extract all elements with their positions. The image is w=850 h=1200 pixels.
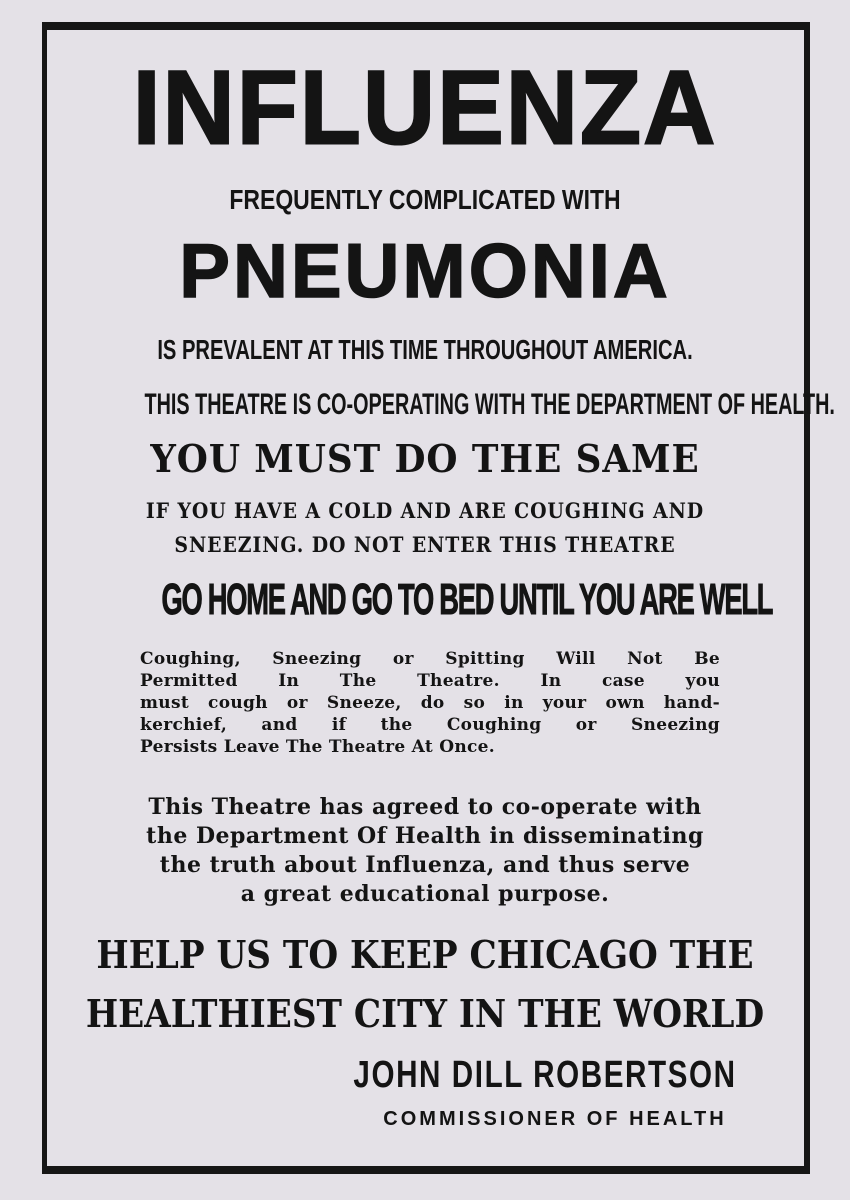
signatory-name: JOHN DILL ROBERTSON xyxy=(353,1054,737,1096)
go-home-heading: GO HOME AND GO TO BED UNTIL YOU ARE WELL xyxy=(161,575,773,624)
prevalence-statement: IS PREVALENT AT THIS TIME THROUGHOUT AMERICA. xyxy=(157,334,693,365)
education-paragraph xyxy=(60,793,790,909)
rules-line: Permitted In The Theatre. In case you xyxy=(140,671,720,691)
headline-influenza: INFLUENZA xyxy=(132,49,718,167)
rules-line: Persists Leave The Theatre At Once. xyxy=(140,737,495,757)
closing-appeal-line-2: HEALTHIEST CITY IN THE WORLD xyxy=(85,991,765,1036)
headline-pneumonia: PNEUMONIA xyxy=(179,229,671,314)
cold-warning-line-2: SNEEZING. DO NOT ENTER THIS THEATRE xyxy=(174,532,676,557)
must-do-the-same-heading: YOU MUST DO THE SAME xyxy=(150,436,700,481)
rules-line: must cough or Sneeze, do so in your own hand- xyxy=(140,693,720,713)
education-line: a great educational purpose. xyxy=(240,881,610,907)
education-line: the Department Of Health in disseminating xyxy=(146,823,704,849)
education-line: This Theatre has agreed to co-operate with xyxy=(148,794,702,820)
signatory-title: COMMISSIONER OF HEALTH xyxy=(383,1108,727,1130)
closing-appeal-line-1: HELP US TO KEEP CHICAGO THE xyxy=(96,932,754,977)
cold-warning-line-1: IF YOU HAVE A COLD AND ARE COUGHING AND xyxy=(145,498,705,523)
theatre-rules-paragraph xyxy=(140,648,720,758)
education-line: the truth about Influenza, and thus serve xyxy=(159,852,691,878)
rules-line: kerchief, and if the Coughing or Sneezing xyxy=(140,715,720,735)
rules-line: Coughing, Sneezing or Spitting Will Not Be xyxy=(140,649,720,669)
theatre-cooperation-statement: THIS THEATRE IS CO-OPERATING WITH THE DEPARTMENT OF HEALTH. xyxy=(144,388,835,421)
subheadline-frequently-complicated: FREQUENTLY COMPLICATED WITH xyxy=(229,184,621,215)
